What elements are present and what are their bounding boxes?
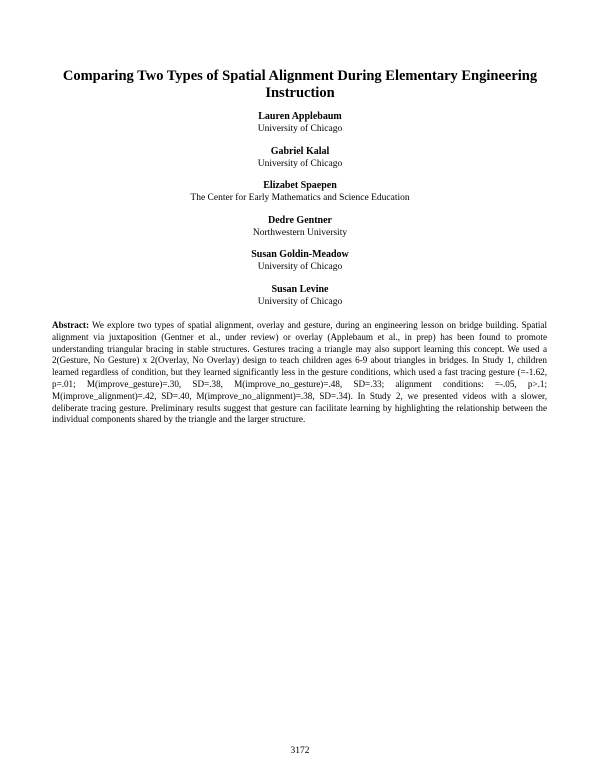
- author-name: Gabriel Kalal: [270, 145, 330, 157]
- author-affiliation: University of Chicago: [257, 124, 343, 134]
- page-number: 3172: [290, 746, 310, 756]
- author-block: [50, 283, 550, 318]
- abstract: [52, 320, 547, 426]
- author-list: [50, 110, 550, 317]
- author-name: Elizabet Spaepen: [263, 180, 337, 191]
- author-name: Dedre Gentner: [268, 214, 332, 226]
- author-block: [50, 110, 550, 145]
- author-affiliation: The Center for Early Mathematics and Science Education: [190, 193, 410, 203]
- author-name: Lauren Applebaum: [258, 111, 342, 122]
- author-affiliation: University of Chicago: [257, 262, 343, 272]
- abstract-text: We explore two types of spatial alignment, overlay and gesture, during an engineering lesson on bridge building. Spatial alignment via juxtaposition (Gentner et al., under review) or overlay (Applebaum et al., in prep) has been found to promote understanding triangular bracing in stable structures. Gestures tracing a triangle may also support learning this concept. We used a 2(Gesture, No Gesture) x 2(Overlay, No Overlay) design to teach children ages 6-9 about triangles in bridges. In Study 1, children learned regardless of condition, but they learned significantly less in the gesture conditions, which used a fast tracing gesture (=-1.62, p=.01; M(improve_gesture)=.30, SD=.38, M(improve_no_gesture)=.48, SD=.33; alignment conditions: =-.05, p>.1; M(improve_alignment)=.42, SD=.40, M(improve_no_alignment)=.38, SD=.34). In Study 2, we presented videos with a slower, deliberate tracing gesture. Preliminary results suggest that gesture can facilitate learning by highlighting the relationship between the individual components shared by the triangle and the larger structure.: [52, 320, 547, 425]
- author-affiliation: University of Chicago: [257, 296, 343, 307]
- paper-title: Comparing Two Types of Spatial Alignment During Elementary Engineering Instruction: [62, 68, 538, 101]
- author-block: [50, 248, 550, 283]
- author-block: [50, 179, 550, 214]
- abstract-label: Abstract:: [52, 320, 89, 330]
- author-name: Susan Goldin-Meadow: [251, 249, 349, 260]
- author-block: [50, 145, 550, 180]
- author-name: Susan Levine: [271, 283, 329, 295]
- author-affiliation: Northwestern University: [252, 227, 348, 238]
- author-affiliation: University of Chicago: [257, 158, 343, 169]
- author-block: [50, 214, 550, 249]
